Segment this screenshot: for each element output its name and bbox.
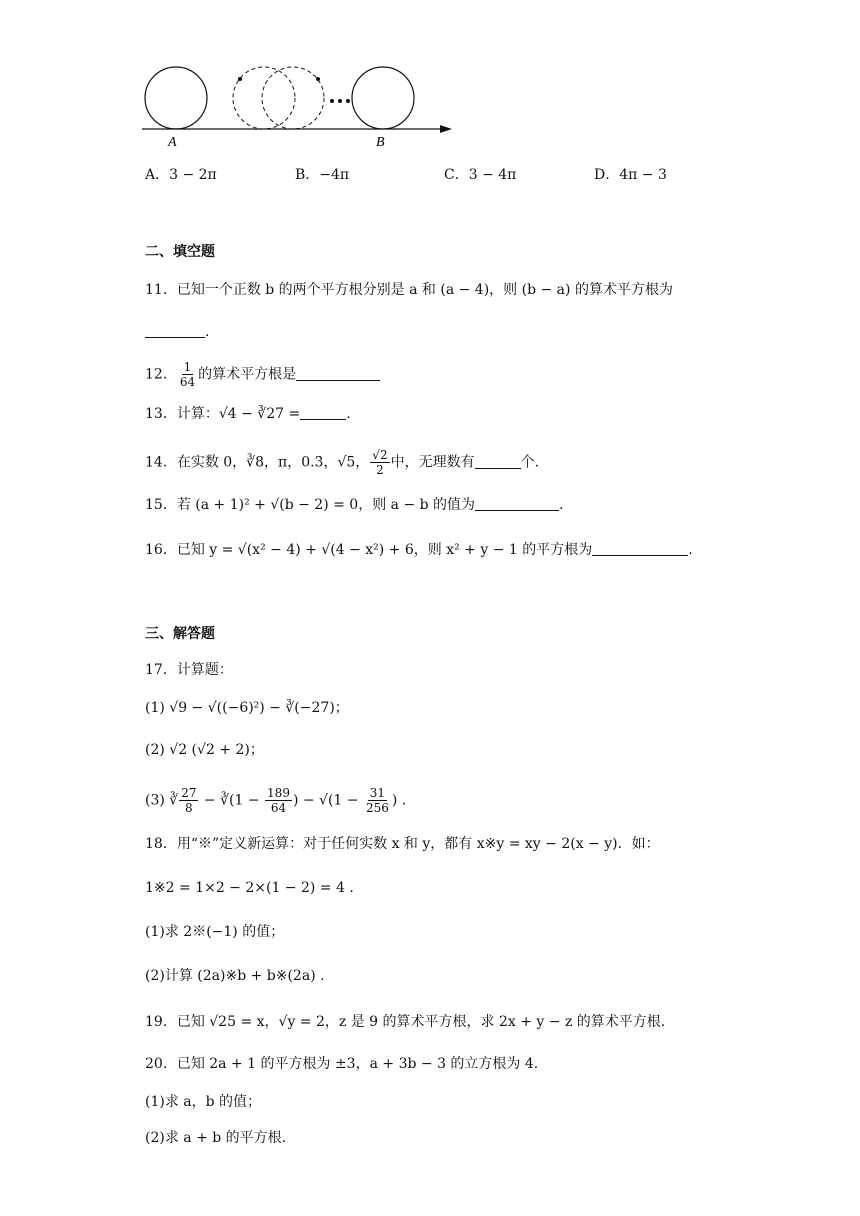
question-19: 19．已知 √25 = x，√y = 2，z 是 9 的算术平方根，求 2x + y − z 的算术平方根. bbox=[145, 1014, 666, 1030]
question-13: 13．计算：√4 − ∛27 = . bbox=[145, 406, 351, 422]
rolling-circle-figure bbox=[138, 62, 458, 152]
label-a: A bbox=[168, 135, 177, 150]
ellipsis-dot bbox=[330, 99, 334, 103]
question-18-example: 1※2 = 1×2 − 2×(1 − 2) = 4 . bbox=[145, 880, 354, 896]
ellipsis-dot bbox=[338, 99, 342, 103]
question-14: 14．在实数 0，∛8，π，0.3̇，√5， $\frac{√2}{2}$ 中，无理数有 个. bbox=[145, 448, 540, 477]
dot-marker-2 bbox=[316, 77, 320, 81]
ellipsis-dot bbox=[346, 99, 350, 103]
dashed-circle-2 bbox=[262, 67, 324, 129]
question-18-part-2: (2)计算 (2a)※b + b※(2a) . bbox=[145, 968, 325, 984]
question-18: 18．用“※”定义新运算：对于任何实数 x 和 y，都有 x※y = xy − 2(x − y)．如： bbox=[145, 836, 660, 852]
option-a: A．3 − 2π bbox=[145, 167, 217, 183]
question-17-part-3: (3) ∛ $\frac{27}{8}$ − ∛(1 − $\frac{189}{64}$ ) − √(1 − $\frac{31}{256}$ ) . bbox=[145, 786, 407, 815]
question-16: 16．已知 y = √(x² − 4) + √(4 − x²) + 6，则 x² + y − 1 的平方根为 . bbox=[145, 542, 693, 558]
dot-marker-1 bbox=[238, 77, 242, 81]
option-b: B．−4π bbox=[295, 167, 350, 183]
question-12: 12． $\frac{1}{64}$ 的算术平方根是 bbox=[145, 360, 380, 389]
question-20: 20．已知 2a + 1 的平方根为 ±3，a + 3b − 3 的立方根为 4. bbox=[145, 1056, 539, 1072]
circle-at-b bbox=[352, 67, 414, 129]
question-18-part-1: (1)求 2※(−1) 的值； bbox=[145, 924, 285, 940]
section-2-title: 二、填空题 bbox=[145, 244, 215, 260]
question-15: 15．若 (a + 1)² + √(b − 2) = 0，则 a − b 的值为 . bbox=[145, 497, 564, 513]
question-17-part-2: (2) √2 (√2 + 2)； bbox=[145, 742, 264, 758]
dashed-circle-1 bbox=[233, 67, 295, 129]
question-11: 11．已知一个正数 b 的两个平方根分别是 a 和 (a − 4)，则 (b − a) 的算术平方根为 bbox=[145, 282, 673, 298]
question-20-part-1: (1)求 a，b 的值； bbox=[145, 1094, 262, 1110]
option-d: D．4π − 3 bbox=[594, 167, 667, 183]
question-17: 17．计算题： bbox=[145, 662, 233, 678]
question-17-part-1: (1) √9 − √((−6)²) − ∛(−27)； bbox=[145, 700, 349, 716]
label-b: B bbox=[376, 135, 385, 150]
option-c: C．3 − 4π bbox=[444, 167, 517, 183]
arrow-head-icon bbox=[440, 125, 452, 133]
question-20-part-2: (2)求 a + b 的平方根. bbox=[145, 1130, 287, 1146]
question-11-answer: . bbox=[145, 322, 209, 342]
section-3-title: 三、解答题 bbox=[145, 626, 215, 642]
circle-at-a bbox=[145, 67, 207, 129]
